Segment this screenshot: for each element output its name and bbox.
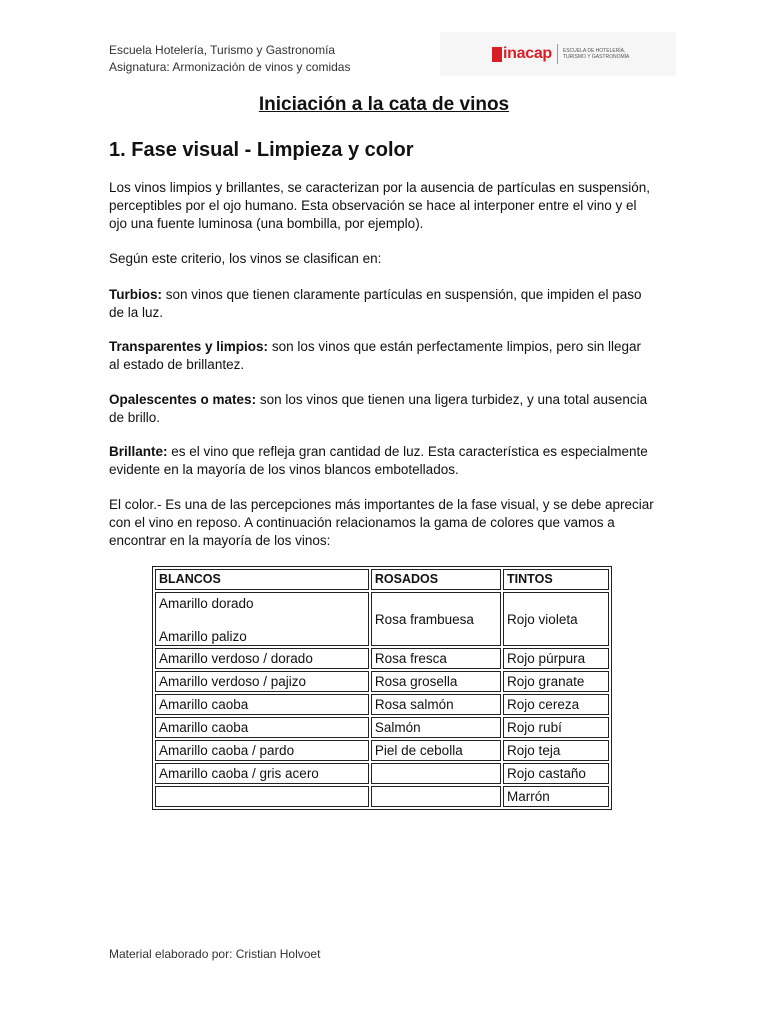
logo-divider: [557, 44, 558, 64]
table-cell: [371, 786, 501, 807]
definition-term: Transparentes y limpios:: [109, 339, 269, 354]
page-footer: Material elaborado por: Cristian Holvoet: [109, 947, 321, 961]
table-row: [155, 671, 609, 692]
table-header-row: [155, 569, 609, 590]
table-cell: Rojo rubí: [503, 717, 609, 738]
definition-brillante: [109, 443, 654, 479]
table-row: [155, 694, 609, 715]
table-cell: Amarillo caoba / pardo: [155, 740, 369, 761]
table-row: [155, 763, 609, 784]
definition-term: Opalescentes o mates:: [109, 392, 257, 407]
table-cell: Amarillo verdoso / dorado: [155, 648, 369, 669]
logo-mark-icon: [492, 47, 502, 62]
table-cell-line: Amarillo palizo: [159, 629, 247, 644]
table-cell: Amarillo caoba / gris acero: [155, 763, 369, 784]
school-name: Escuela Hotelería, Turismo y Gastronomía: [109, 43, 336, 57]
logo-subtitle-line-1: ESCUELA DE HOTELERÍA,: [562, 48, 626, 54]
section-title: 1. Fase visual - Limpieza y color: [109, 139, 414, 161]
table-cell: Rojo cereza: [503, 694, 609, 715]
page-header: [109, 42, 350, 76]
subject-name: Asignatura: Armonización de vinos y comidas: [109, 60, 351, 74]
definition-transparentes: [109, 338, 654, 374]
table-cell: Rojo castaño: [503, 763, 609, 784]
table-cell: [155, 592, 369, 646]
table-cell: Rojo violeta: [503, 592, 609, 646]
definition-text: son vinos que tienen claramente partículas en suspensión, que impiden el paso de la luz.: [109, 287, 642, 320]
intro-paragraph: Los vinos limpios y brillantes, se caracterizan por la ausencia de partículas en suspensión, perceptibles por el ojo humano. Esta observación se hace al interponer entre el vino y el ojo una fuente luminosa (una bombilla, por ejemplo).: [109, 180, 651, 231]
table-cell: [371, 763, 501, 784]
table-header-cell: BLANCOS: [155, 569, 369, 590]
table-cell: Rosa grosella: [371, 671, 501, 692]
table-row: [155, 648, 609, 669]
wine-color-table: [152, 566, 612, 810]
table-row: [155, 786, 609, 807]
definition-text: son los vinos que están perfectamente limpios, pero sin llegar al estado de brillantez.: [109, 339, 642, 372]
table-cell: Piel de cebolla: [371, 740, 501, 761]
definition-turbios: [109, 286, 654, 322]
table-cell: Rosa frambuesa: [371, 592, 501, 646]
definition-opalescentes: [109, 391, 654, 427]
table-row: [155, 740, 609, 761]
table-cell: Amarillo verdoso / pajizo: [155, 671, 369, 692]
logo-subtitle-line-2: TURISMO Y GASTRONOMÍA: [562, 54, 630, 60]
table-cell-line: Amarillo dorado: [159, 596, 254, 611]
definition-text: son los vinos que tienen una ligera turbidez, y una total ausencia de brillo.: [109, 392, 648, 425]
table-cell: Amarillo caoba: [155, 717, 369, 738]
document-title: Iniciación a la cata de vinos: [258, 94, 510, 115]
table-header-cell: ROSADOS: [371, 569, 501, 590]
definition-term: Brillante:: [109, 444, 168, 459]
table-cell: Rojo teja: [503, 740, 609, 761]
table-cell: Rojo granate: [503, 671, 609, 692]
criteria-paragraph: Según este criterio, los vinos se clasifican en:: [109, 251, 382, 266]
logo-subtitle: [563, 48, 630, 60]
table-cell: Rosa fresca: [371, 648, 501, 669]
inacap-logo: [440, 32, 676, 76]
table-cell: Rosa salmón: [371, 694, 501, 715]
table-cell: Salmón: [371, 717, 501, 738]
logo-name: inacap: [503, 45, 552, 62]
definition-text: es el vino que refleja gran cantidad de luz. Esta característica es especialmente evidente en la mayoría de los vinos blancos embotellados.: [109, 444, 648, 477]
table-row: [155, 592, 609, 646]
table-row: [155, 717, 609, 738]
definition-term: Turbios:: [109, 287, 162, 302]
table-cell: Rojo púrpura: [503, 648, 609, 669]
table-cell: Marrón: [503, 786, 609, 807]
table-cell: [155, 786, 369, 807]
color-paragraph: El color.- Es una de las percepciones más importantes de la fase visual, y se debe apreciar con el vino en reposo. A continuación relacionamos la gama de colores que vamos a encontrar en la mayoría de los vinos:: [109, 497, 654, 548]
table-header-cell: TINTOS: [503, 569, 609, 590]
table-cell: Amarillo caoba: [155, 694, 369, 715]
